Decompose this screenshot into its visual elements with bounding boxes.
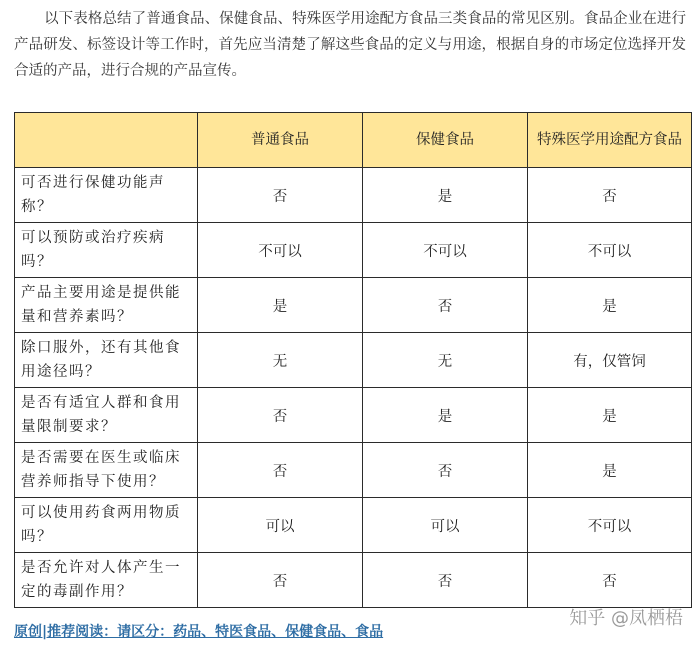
table-row [15, 333, 692, 388]
comparison-table [14, 112, 692, 608]
row-cell: 否 [198, 168, 363, 223]
recommended-reading-link[interactable]: 原创|推荐阅读：请区分：药品、特医食品、保健食品、食品 [14, 624, 384, 640]
row-question: 可否进行保健功能声称？ [15, 168, 198, 223]
row-cell: 是 [528, 388, 692, 443]
row-cell: 不可以 [528, 223, 692, 278]
table-header-row [15, 113, 692, 168]
row-question: 产品主要用途是提供能量和营养素吗？ [15, 278, 198, 333]
row-question: 是否允许对人体产生一定的毒副作用？ [15, 553, 198, 608]
row-cell: 否 [528, 553, 692, 608]
table-row [15, 223, 692, 278]
zhihu-watermark: 知乎 @凤栖梧 [569, 608, 683, 629]
intro-paragraph [14, 6, 686, 84]
row-cell: 是 [528, 278, 692, 333]
row-cell: 不可以 [528, 498, 692, 553]
row-question: 可以预防或治疗疾病吗？ [15, 223, 198, 278]
row-question: 是否有适宜人群和食用量限制要求？ [15, 388, 198, 443]
table-row [15, 553, 692, 608]
row-cell: 否 [363, 278, 528, 333]
row-cell: 无 [198, 333, 363, 388]
row-cell: 否 [528, 168, 692, 223]
row-cell: 否 [363, 553, 528, 608]
row-cell: 不可以 [198, 223, 363, 278]
row-cell: 可以 [363, 498, 528, 553]
header-cell-special-medical-food: 特殊医学用途配方食品 [528, 113, 692, 168]
row-cell: 是 [198, 278, 363, 333]
row-cell: 有，仅管饲 [528, 333, 692, 388]
row-cell: 不可以 [363, 223, 528, 278]
row-question: 是否需要在医生或临床营养师指导下使用？ [15, 443, 198, 498]
row-cell: 可以 [198, 498, 363, 553]
table-row [15, 498, 692, 553]
row-cell: 否 [198, 553, 363, 608]
table-row [15, 443, 692, 498]
row-cell: 否 [363, 443, 528, 498]
table-row [15, 388, 692, 443]
header-cell-health-food: 保健食品 [363, 113, 528, 168]
row-cell: 是 [363, 388, 528, 443]
row-question: 除口服外，还有其他食用途径吗？ [15, 333, 198, 388]
header-cell-empty [15, 113, 198, 168]
intro-text: 以下表格总结了普通食品、保健食品、特殊医学用途配方食品三类食品的常见区别。食品企业在进行产品研发、标签设计等工作时，首先应当清楚了解这些食品的定义与用途，根据自身的市场定位选择开发合适的产品，进行合规的产品宣传。 [14, 11, 686, 79]
row-cell: 否 [198, 388, 363, 443]
header-cell-ordinary-food: 普通食品 [198, 113, 363, 168]
table-row [15, 278, 692, 333]
table-row [15, 168, 692, 223]
row-question: 可以使用药食两用物质吗？ [15, 498, 198, 553]
row-cell: 无 [363, 333, 528, 388]
row-cell: 是 [528, 443, 692, 498]
row-cell: 是 [363, 168, 528, 223]
row-cell: 否 [198, 443, 363, 498]
